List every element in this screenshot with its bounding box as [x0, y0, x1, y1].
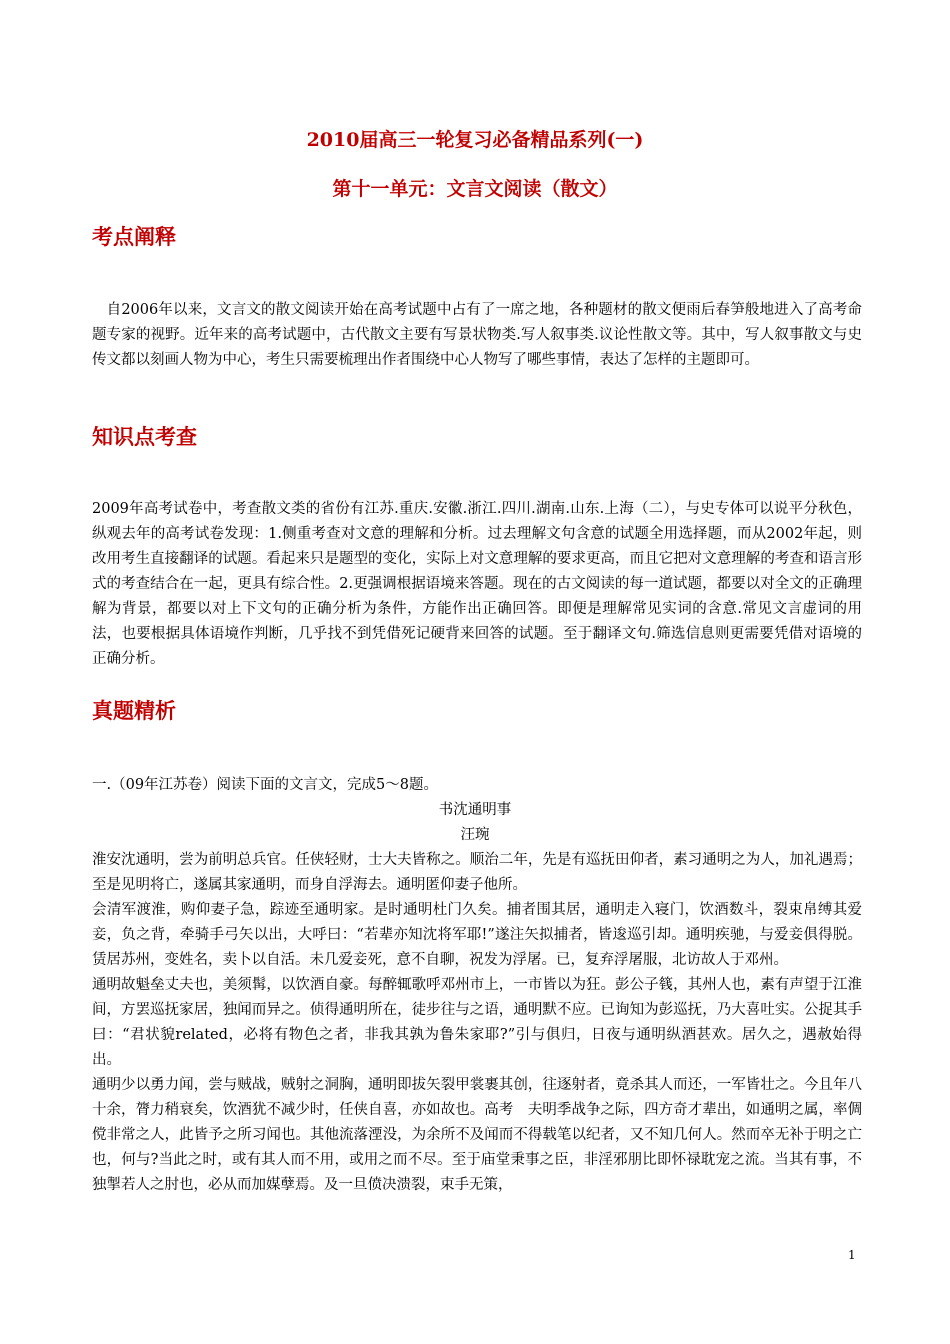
- essay-body: [92, 848, 862, 1198]
- essay-paragraph: 通明故魁垒丈夫也，美须髯，以饮酒自豪。每醉辄歌呼邓州市上，一市皆以为狂。彭公子篯，其州人也，素有声望于江淮间，方罢巡抚家居，独闻而异之。侦得通明所在，徒步往与之语，通明默不应。已询知为彭巡抚，乃大喜吐实。公捉其手曰：“君状貌related，必将有物色之者，非我其孰为鲁朱家耶?”引与俱归，日夜与通明纵酒甚欢。居久之，遇赦始得出。: [92, 977, 862, 1068]
- page-number: 1: [848, 1248, 856, 1262]
- section-heading-kaodian: 考点阐释: [92, 224, 176, 249]
- section-paragraph-zhishidian: 2009年高考试卷中，考查散文类的省份有江苏.重庆.安徽.浙江.四川.湖南.山东.上海（二），与史专体可以说平分秋色，纵观去年的高考试卷发现：1.侧重考查对文意的理解和分析。过去理解文句含意的试题全用选择题，而从2002年起，则改用考生直接翻译的试题。看起来只是题型的变化，实际上对文意理解的要求更高，而且它把对文意理解的考查和语言形式的考查结合在一起，更具有综合性。2.更强调根据语境来答题。现在的古文阅读的每一道试题，都要以对全文的正确理解为背景，都要以对上下文句的正确分析为条件，方能作出正确回答。即便是理解常见实词的含意.常见文言虚词的用法，也要根据具体语境作判断，几乎找不到凭借死记硬背来回答的试题。至于翻译文句.筛选信息则更需要凭借对语境的正确分析。: [92, 501, 862, 667]
- document-subtitle: 第十一单元：文言文阅读（散文）: [332, 178, 618, 200]
- essay-title: 书沈通明事: [438, 802, 512, 818]
- question-intro: 一.（09年江苏卷）阅读下面的文言文，完成5～8题。: [92, 777, 439, 793]
- document-title: 2010届高三一轮复习必备精品系列(一): [306, 129, 644, 151]
- section-paragraph-kaodian: 自2006年以来，文言文的散文阅读开始在高考试题中占有了一席之地，各种题材的散文便雨后春笋般地进入了高考命题专家的视野。近年来的高考试题中，古代散文主要有写景状物类.写人叙事类.议论性散文等。其中，写人叙事散文与史传文都以刻画人物为中心，考生只需要梳理出作者围绕中心人物写了哪些事情，表达了怎样的主题即可。: [92, 302, 862, 368]
- essay-paragraph: 淮安沈通明，尝为前明总兵官。任侠轻财，士大夫皆称之。顺治二年，先是有巡抚田仰者，素习通明之为人，加礼遇焉；至是见明将亡，遂属其家通明，而身自浮海去。通明匿仰妻子他所。: [92, 852, 862, 893]
- essay-author: 汪琬: [460, 827, 490, 843]
- essay-paragraph: 会清军渡淮，购仰妻子急，踪迹至通明家。是时通明杜门久矣。捕者围其居，通明走入寝门，饮酒数斗，裂束帛缚其爱妾，负之背，牵骑手弓矢以出，大呼曰：“若辈亦知沈将军耶!”遂注矢拟捕者，皆逡巡引却。通明疾驰，与爱妾俱得脱。赁居苏州，变姓名，卖卜以自活。未几爱妾死，意不自聊，祝发为浮屠。已，复弃浮屠服，北访故人于邓州。: [92, 902, 862, 968]
- section-heading-zhishidian: 知识点考查: [92, 424, 197, 449]
- essay-paragraph: 通明少以勇力闻，尝与贼战，贼射之洞胸，通明即拔矢裂甲裳裹其创，往逐射者，竟杀其人而还，一军皆壮之。今且年八十余，膂力稍衰矣，饮酒犹不减少时，任侠自喜，亦如故也。高考 夫明季战争之际，四方奇才辈出，如通明之属，率倜傥非常之人，此皆予之所习闻也。其他流落湮没，为余所不及闻而不得载笔以纪者，又不知几何人。然而卒无补于明之亡也，何与?当此之时，或有其人而不用，或用之而不尽。至于庙堂秉事之臣，非淫邪朋比即怀禄耽宠之流。当其有事，不独掣若人之肘也，必从而加媒孽焉。及一旦偾决溃裂，束手无策，: [92, 1077, 862, 1193]
- section-heading-zhenti: 真题精析: [92, 698, 176, 723]
